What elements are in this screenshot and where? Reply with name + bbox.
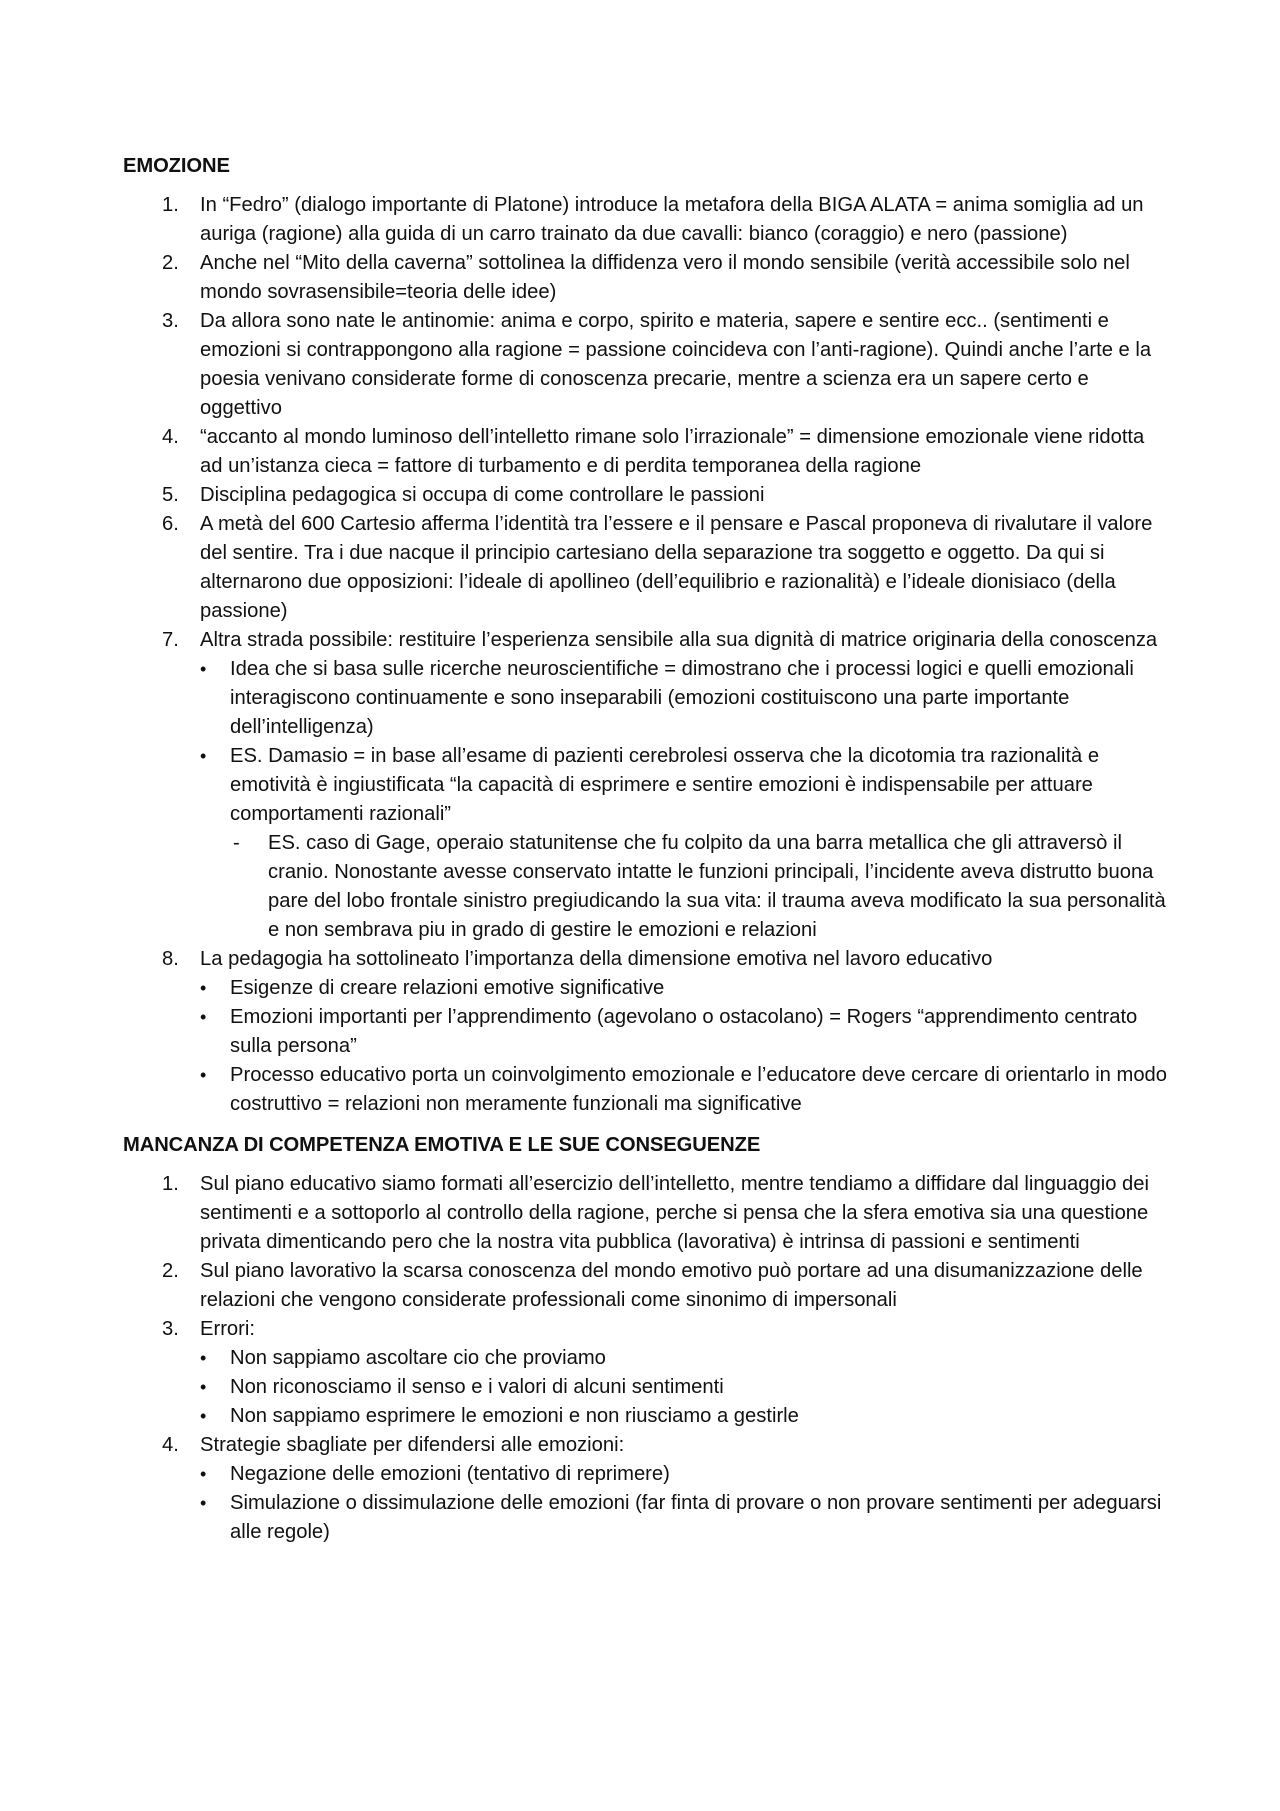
bullet-item: [200, 742, 1168, 945]
bullet-icon: •: [200, 659, 207, 679]
bullet-item: [200, 1460, 1168, 1489]
bullet-list: [200, 655, 1168, 945]
bullet-text: Negazione delle emozioni (tentativo di reprimere): [230, 1463, 670, 1485]
list-number: 8.: [162, 948, 179, 970]
bullet-icon: •: [200, 1065, 207, 1085]
bullet-icon: •: [200, 746, 207, 766]
list-item: [123, 626, 1168, 945]
bullet-icon: •: [200, 1007, 207, 1027]
list-item-text: Disciplina pedagogica si occupa di come controllare le passioni: [200, 484, 765, 506]
list-item: [123, 249, 1168, 307]
bullet-text: Esigenze di creare relazioni emotive significative: [230, 977, 665, 999]
bullet-list: [200, 974, 1168, 1119]
bullet-item: [200, 1003, 1168, 1061]
competenza-list: [123, 1170, 1168, 1547]
bullet-text: Non sappiamo ascoltare cio che proviamo: [230, 1347, 606, 1369]
bullet-item: [200, 974, 1168, 1003]
list-number: 5.: [162, 484, 179, 506]
list-item-text: Sul piano lavorativo la scarsa conoscenza del mondo emotivo può portare ad una disumanizzazione delle relazioni che vengono considerate professionali come sinonimo di impersonali: [200, 1260, 1143, 1311]
emozione-list: [123, 191, 1168, 1119]
list-item-text: “accanto al mondo luminoso dell’intelletto rimane solo l’irrazionale” = dimensione emozionale viene ridotta ad un’istanza cieca = fattore di turbamento e di perdita temporanea della ragione: [200, 426, 1145, 477]
bullet-text: Emozioni importanti per l’apprendimento (agevolano o ostacolano) = Rogers “apprendimento centrato sulla persona”: [230, 1006, 1138, 1057]
list-item: [123, 945, 1168, 1119]
bullet-item: [200, 1061, 1168, 1119]
list-item: [123, 481, 1168, 510]
dash-list: [230, 829, 1168, 945]
list-item-text: Strategie sbagliate per difendersi alle emozioni:: [200, 1434, 625, 1456]
bullet-text: Non riconosciamo il senso e i valori di alcuni sentimenti: [230, 1376, 724, 1398]
list-item: [123, 423, 1168, 481]
list-item: [123, 1315, 1168, 1431]
bullet-list: [200, 1460, 1168, 1547]
bullet-text: Idea che si basa sulle ricerche neuroscientifiche = dimostrano che i processi logici e quelli emozionali interagiscono continuamente e sono inseparabili (emozioni costituiscono una parte importante dell’intelligenza): [230, 658, 1134, 738]
bullet-icon: •: [200, 1348, 207, 1368]
list-item-text: Da allora sono nate le antinomie: anima e corpo, spirito e materia, sapere e sentire ecc.. (sentimenti e emozioni si contrappongono alla ragione = passione coincideva con l’anti-ragione). Quindi anche l’arte e la poesia venivano considerate forme di conoscenza precarie, mentre a scienza era un sapere certo e oggettivo: [200, 310, 1152, 419]
dash-icon: -: [233, 832, 240, 854]
list-item-text: Anche nel “Mito della caverna” sottolinea la diffidenza vero il mondo sensibile (verità accessibile solo nel mondo sovrasensibile=teoria delle idee): [200, 252, 1130, 303]
list-number: 6.: [162, 513, 179, 535]
list-item-text: Errori:: [200, 1318, 255, 1340]
bullet-item: [200, 1489, 1168, 1547]
bullet-item: [200, 1402, 1168, 1431]
list-item: [123, 1170, 1168, 1257]
section-heading-competenza: MANCANZA DI COMPETENZA EMOTIVA E LE SUE CONSEGUENZE: [123, 1134, 761, 1156]
list-number: 3.: [162, 1318, 179, 1340]
list-number: 4.: [162, 1434, 179, 1456]
bullet-icon: •: [200, 978, 207, 998]
bullet-item: [200, 1373, 1168, 1402]
bullet-item: [200, 1344, 1168, 1373]
list-item-text: A metà del 600 Cartesio afferma l’identità tra l’essere e il pensare e Pascal proponeva di rivalutare il valore del sentire. Tra i due nacque il principio cartesiano della separazione tra soggetto e oggetto. Da qui si alternarono due opposizioni: l’ideale di apollineo (dell’equilibrio e razionalità) e l’ideale dionisiaco (della passione): [200, 513, 1153, 622]
bullet-text: Non sappiamo esprimere le emozioni e non riusciamo a gestirle: [230, 1405, 799, 1427]
bullet-text: Processo educativo porta un coinvolgimento emozionale e l’educatore deve cercare di orientarlo in modo costruttivo = relazioni non meramente funzionali ma significative: [230, 1064, 1168, 1115]
list-item-text: Sul piano educativo siamo formati all’esercizio dell’intelletto, mentre tendiamo a diffidare dal linguaggio dei sentimenti e a sottoporlo al controllo della ragione, perche si pensa che la sfera emotiva sia una questione privata dimenticando pero che la nostra vita pubblica (lavorativa) è intrinsa di passioni e sentimenti: [200, 1173, 1149, 1253]
list-item-text: In “Fedro” (dialogo importante di Platone) introduce la metafora della BIGA ALATA = anima somiglia ad un auriga (ragione) alla guida di un carro trainato da due cavalli: bianco (coraggio) e nero (passione): [200, 194, 1144, 245]
list-number: 4.: [162, 426, 179, 448]
list-number: 3.: [162, 310, 179, 332]
list-item-text: Altra strada possibile: restituire l’esperienza sensibile alla sua dignità di matrice originaria della conoscenza: [200, 629, 1158, 651]
list-item: [123, 307, 1168, 423]
bullet-icon: •: [200, 1493, 207, 1513]
bullet-item: [200, 655, 1168, 742]
bullet-list: [200, 1344, 1168, 1431]
bullet-icon: •: [200, 1377, 207, 1397]
list-number: 1.: [162, 1173, 179, 1195]
list-number: 2.: [162, 252, 179, 274]
list-item: [123, 191, 1168, 249]
list-item: [123, 1257, 1168, 1315]
document-content: [123, 152, 1168, 1547]
list-item-text: La pedagogia ha sottolineato l’importanza della dimensione emotiva nel lavoro educativo: [200, 948, 993, 970]
dash-text: ES. caso di Gage, operaio statunitense che fu colpito da una barra metallica che gli attraversò il cranio. Nonostante avesse conservato intatte le funzioni principali, l’incidente aveva distrutto buona pare del lobo frontale sinistro pregiudicando la sua vita: il trauma aveva modificato la sua personalità e non sembrava piu in grado di gestire le emozioni e relazioni: [268, 832, 1166, 941]
list-number: 7.: [162, 629, 179, 651]
list-number: 2.: [162, 1260, 179, 1282]
list-number: 1.: [162, 194, 179, 216]
list-item: [123, 1431, 1168, 1547]
list-item: [123, 510, 1168, 626]
bullet-icon: •: [200, 1406, 207, 1426]
bullet-text: ES. Damasio = in base all’esame di pazienti cerebrolesi osserva che la dicotomia tra razionalità e emotività è ingiustificata “la capacità di esprimere e sentire emozioni è indispensabile per attuare comportamenti razionali”: [230, 745, 1100, 825]
section-heading-emozione: EMOZIONE: [123, 155, 230, 177]
dash-item: [230, 829, 1168, 945]
bullet-text: Simulazione o dissimulazione delle emozioni (far finta di provare o non provare sentimenti per adeguarsi alle regole): [230, 1492, 1162, 1543]
bullet-icon: •: [200, 1464, 207, 1484]
